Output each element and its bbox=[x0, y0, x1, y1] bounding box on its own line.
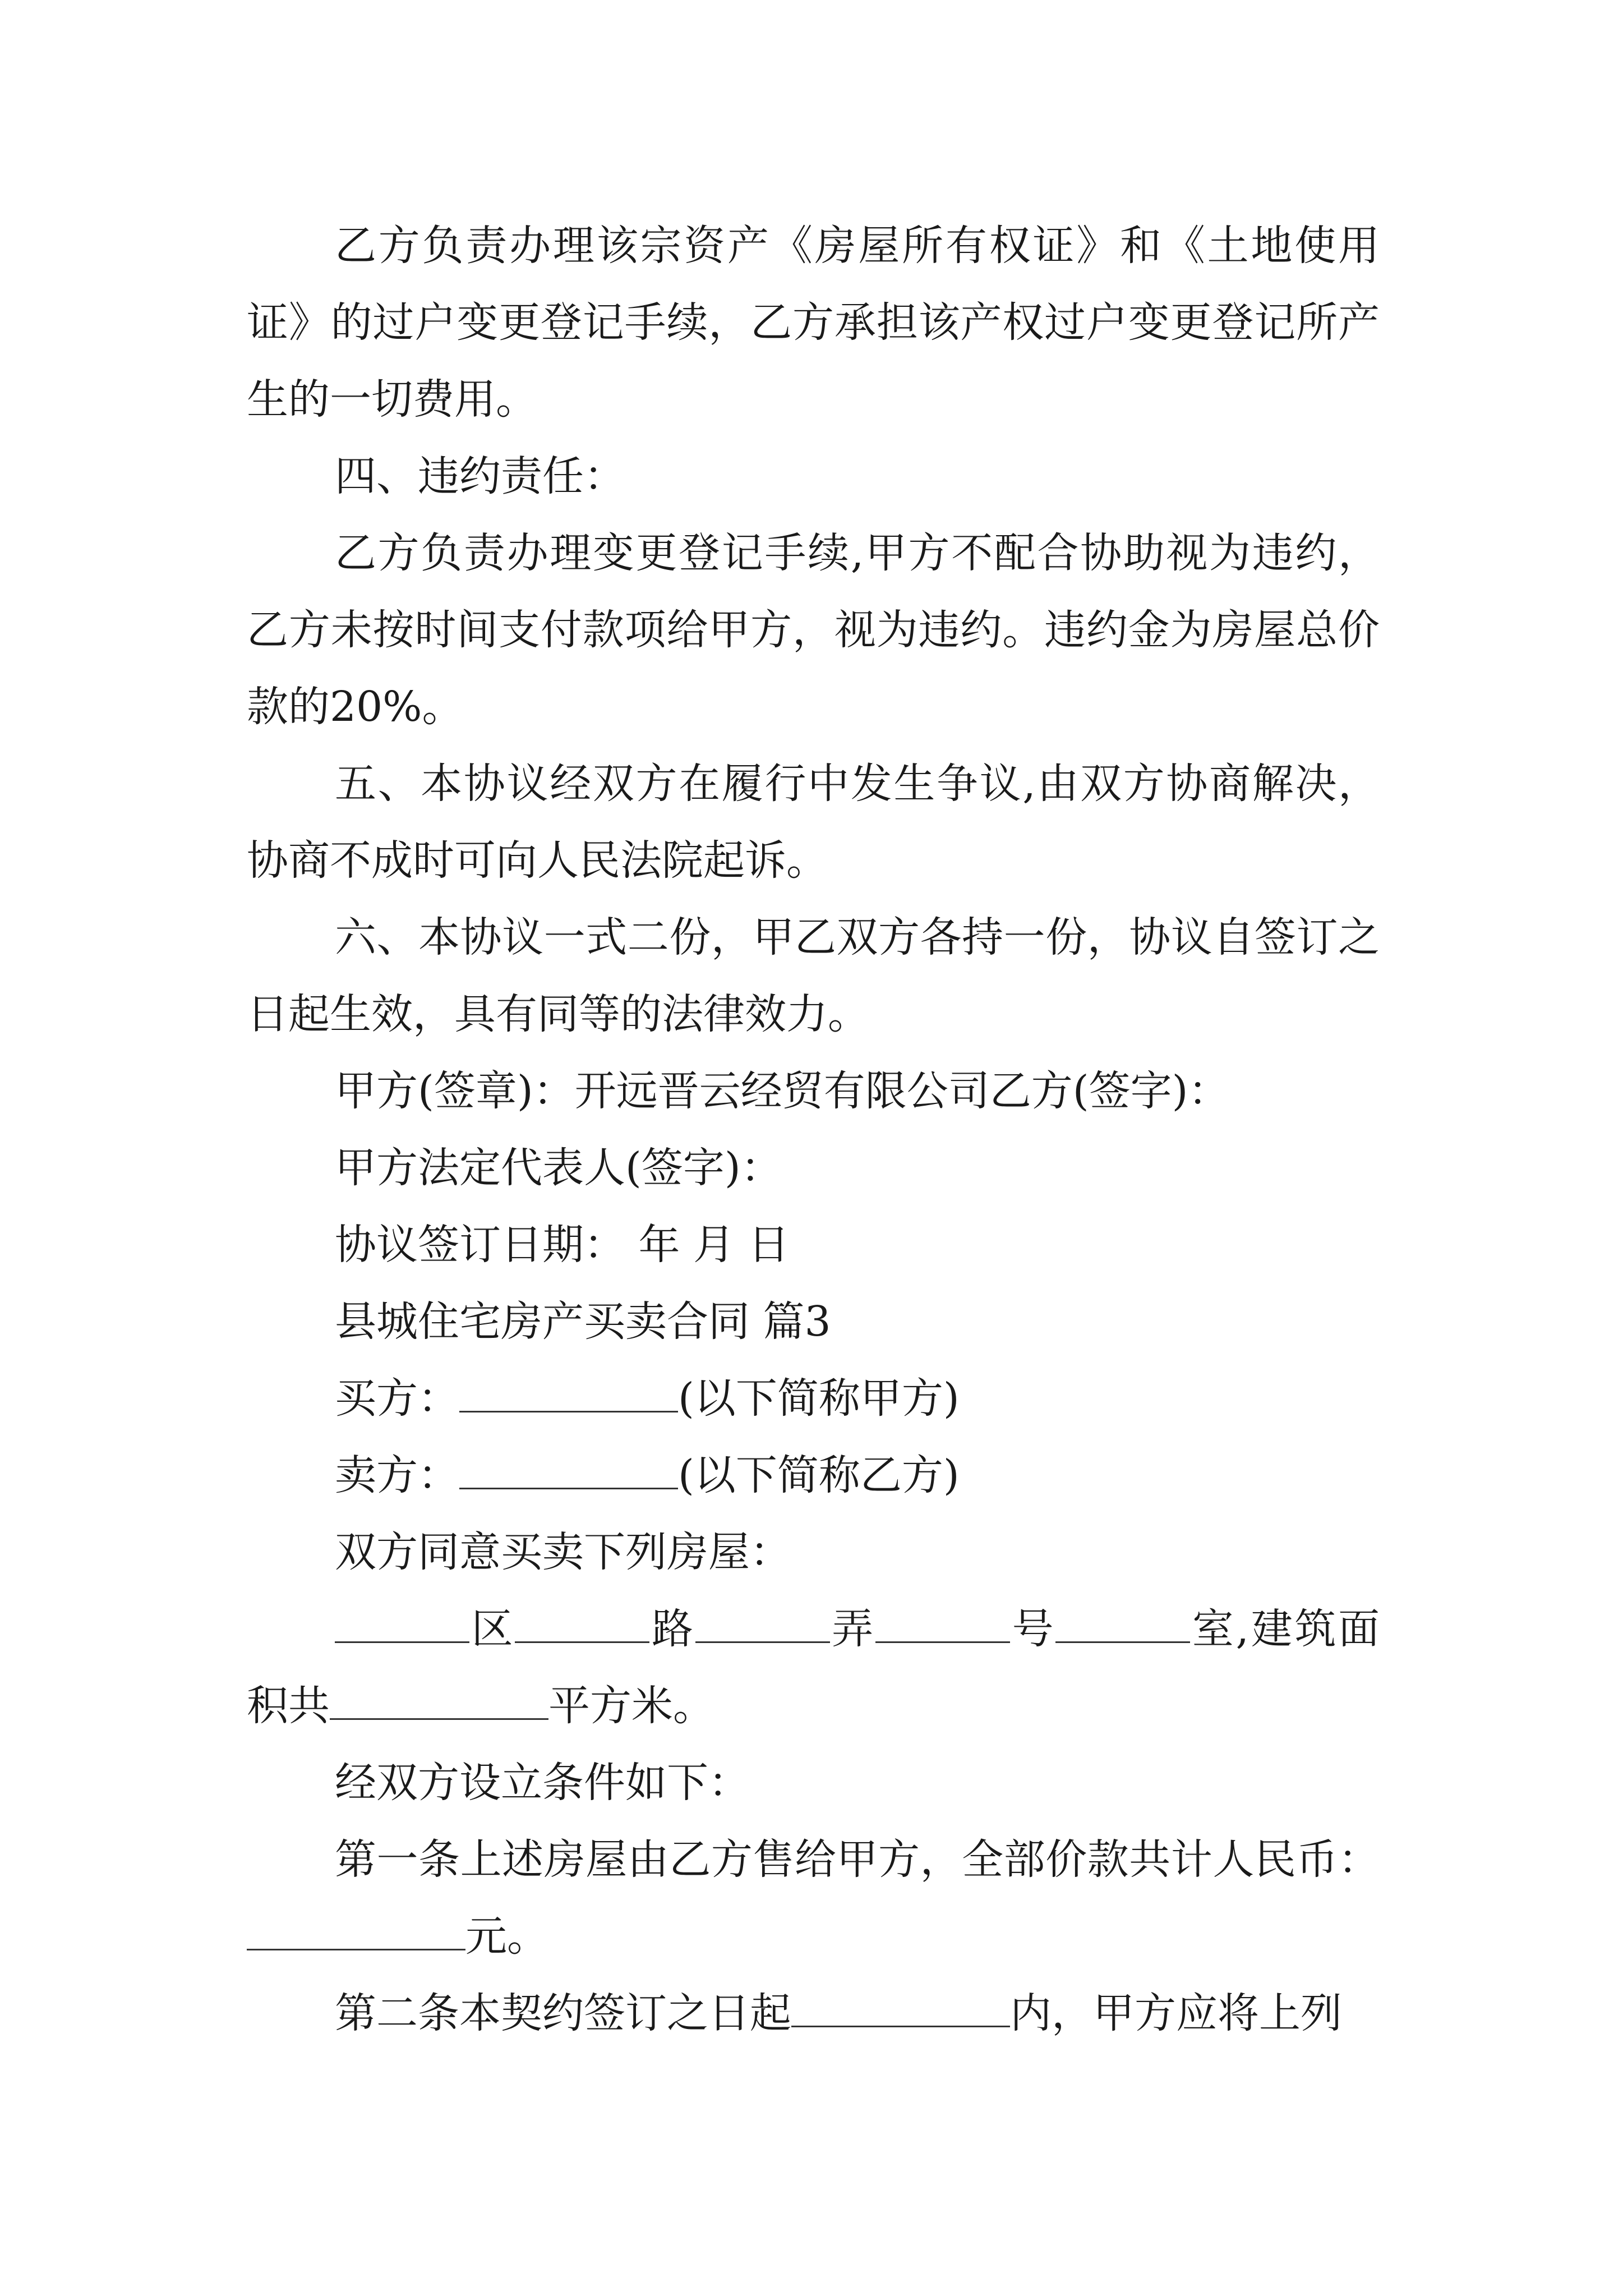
buyer-blank bbox=[459, 1373, 678, 1412]
price-unit: 元。 bbox=[465, 1912, 548, 1961]
road-blank bbox=[515, 1604, 649, 1643]
seller-line bbox=[247, 1437, 1380, 1514]
article-1-text: 第一条上述房屋由乙方售给甲方，全部价款共计人民币： bbox=[335, 1835, 1380, 1884]
signature-party-a: 甲方(签章)：开远晋云经贸有限公司乙方(签字)： bbox=[335, 1067, 1230, 1115]
article-1 bbox=[247, 1821, 1380, 1975]
paragraph-dispute-resolution: 五、本协议经双方在履行中发生争议,由双方协商解决，协商不成时可向人民法院起诉。 bbox=[247, 760, 1380, 885]
article-2 bbox=[247, 1975, 1380, 2052]
property-address bbox=[247, 1591, 1380, 1745]
paragraph-transfer-registration: 乙方负责办理该宗资产《房屋所有权证》和《土地使用证》的过户变更登记手续，乙方承担该产权过户变更登记所产生的一切费用。 bbox=[247, 222, 1380, 424]
section-title-contract-3: 县城住宅房产买卖合同 篇3 bbox=[335, 1297, 831, 1346]
paragraph-copies-effect: 六、本协议一式二份，甲乙双方各持一份，协议自签订之日起生效，具有同等的法律效力。 bbox=[247, 913, 1380, 1038]
signing-date: 协议签订日期： 年 月 日 bbox=[335, 1221, 790, 1269]
area-blank bbox=[330, 1681, 548, 1720]
room-blank bbox=[1055, 1604, 1190, 1643]
paragraph-breach-terms: 乙方负责办理变更登记手续,甲方不配合协助视为违约，乙方未按时间支付款项给甲方，视为违约。违约金为房屋总价款的20%。 bbox=[247, 529, 1380, 731]
seller-label: 卖方： bbox=[335, 1451, 459, 1499]
district-label: 区 bbox=[469, 1605, 515, 1653]
buyer-suffix: (以下简称甲方) bbox=[678, 1374, 960, 1423]
area-unit: 平方米。 bbox=[548, 1682, 714, 1730]
seller-blank bbox=[459, 1450, 678, 1489]
signature-legal-representative: 甲方法定代表人(签字)： bbox=[335, 1144, 782, 1192]
number-blank bbox=[875, 1604, 1010, 1643]
lane-label: 弄 bbox=[829, 1605, 875, 1653]
number-label: 号 bbox=[1009, 1605, 1056, 1653]
article-2-suffix: 内，甲方应将上列 bbox=[1010, 1989, 1342, 2037]
room-area-label: 室,建筑面积共 bbox=[247, 1605, 1380, 1730]
lane-blank bbox=[695, 1604, 830, 1643]
district-blank bbox=[335, 1604, 469, 1643]
heading-breach-liability: 四、违约责任： bbox=[335, 452, 625, 500]
period-blank bbox=[791, 1988, 1010, 2027]
price-blank bbox=[247, 1911, 465, 1950]
paragraph-conditions: 经双方设立条件如下： bbox=[335, 1759, 750, 1807]
seller-suffix: (以下简称乙方) bbox=[678, 1451, 960, 1499]
article-2-text: 第二条本契约签订之日起 bbox=[335, 1989, 791, 2037]
road-label: 路 bbox=[649, 1605, 695, 1653]
buyer-line bbox=[247, 1360, 1380, 1437]
buyer-label: 买方： bbox=[335, 1374, 459, 1423]
paragraph-agree-property: 双方同意买卖下列房屋： bbox=[335, 1528, 791, 1576]
document-body bbox=[247, 208, 1380, 2052]
